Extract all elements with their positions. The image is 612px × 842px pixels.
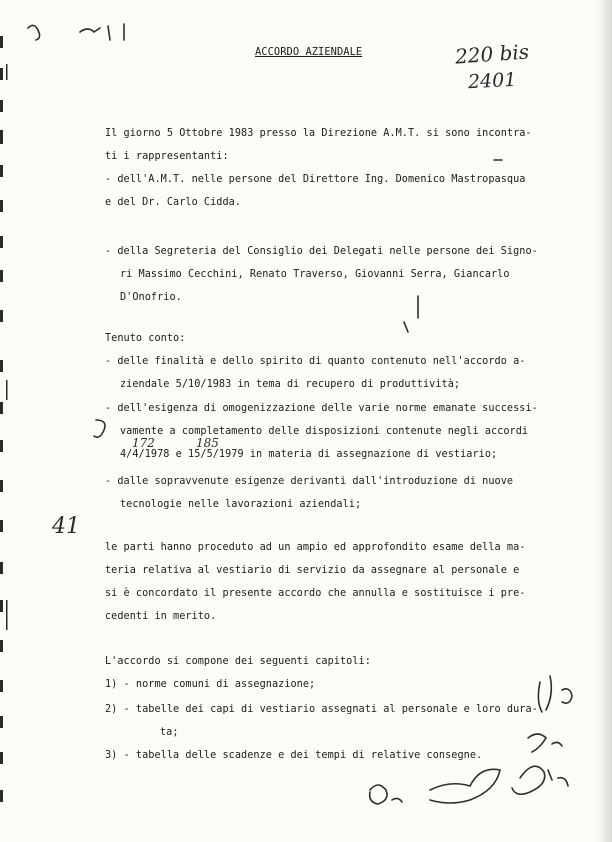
line-24: 3) - tabella delle scadenze e dei tempi di relative consegne. [105, 750, 483, 761]
line-3: - dell'A.M.T. nelle persone del Direttore Ing. Domenico Mastropasqua [105, 174, 526, 185]
line-18: si è concordato il presente accordo che annulla e sostituisce i pre- [105, 588, 526, 599]
line-13: 4/4/1978 e 15/5/1979 in materia di assegnazione di vestiario; [120, 449, 498, 460]
line-12: vamente a completamento delle disposizioni contenute negli accordi [120, 426, 529, 437]
line-14: - dalle sopravvenute esigenze derivanti dall'introduzione di nuove [105, 476, 514, 487]
line-20: L'accordo si compone dei seguenti capitoli: [105, 656, 371, 667]
document-title: ACCORDO AZIENDALE [255, 46, 363, 58]
line-2: ti i rappresentanti: [105, 151, 229, 162]
handwritten-date-correction-1: 172 [132, 436, 155, 450]
line-9: - delle finalità e dello spirito di quanto contenuto nell'accordo a- [105, 356, 526, 367]
line-7: D'Onofrio. [120, 292, 182, 303]
archive-number-bottom: 2401 [467, 68, 517, 94]
margin-handwritten-number: 41 [52, 514, 80, 539]
handwritten-date-correction-2: 185 [196, 436, 219, 450]
line-21: 1) - norme comuni di assegnazione; [105, 679, 316, 690]
line-19: cedenti in merito. [105, 611, 217, 622]
line-6: ri Massimo Cecchini, Renato Traverso, Giovanni Serra, Giancarlo [120, 269, 510, 280]
line-16: le parti hanno proceduto ad un ampio ed approfondito esame della ma- [105, 542, 526, 553]
line-5: - della Segreteria del Consiglio dei Delegati nelle persone dei Signo- [105, 246, 538, 257]
line-15: tecnologie nelle lavorazioni aziendali; [120, 499, 362, 510]
line-4: e del Dr. Carlo Cidda. [105, 197, 242, 208]
line-11: - dell'esigenza di omogenizzazione delle varie norme emanate successi- [105, 403, 538, 414]
line-17: teria relativa al vestiario di servizio da assegnare al personale e [105, 565, 520, 576]
line-23: ta; [160, 727, 179, 738]
line-8: Tenuto conto: [105, 333, 186, 344]
line-22: 2) - tabelle dei capi di vestiario assegnati al personale e loro dura- [105, 704, 538, 715]
archive-number-top: 220 bis [454, 39, 530, 69]
line-10: ziendale 5/10/1983 in tema di recupero di produttività; [120, 379, 461, 390]
line-1: Il giorno 5 Ottobre 1983 presso la Direzione A.M.T. si sono incontra- [105, 128, 532, 139]
